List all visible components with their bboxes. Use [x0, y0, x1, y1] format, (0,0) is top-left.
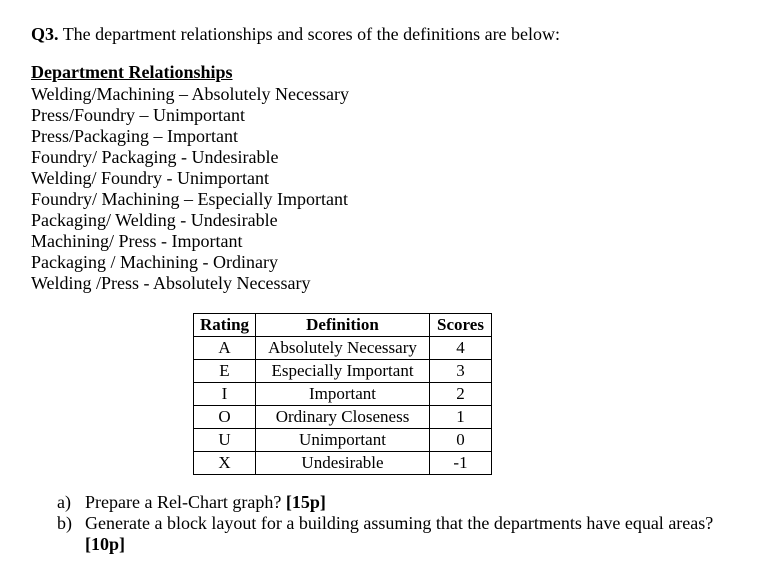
relationship-item: Welding /Press - Absolutely Necessary — [31, 273, 311, 293]
rating-cell: E — [194, 360, 256, 383]
question-title — [31, 22, 560, 46]
score-cell: 0 — [430, 429, 492, 452]
table-row — [194, 383, 492, 406]
table-row — [194, 406, 492, 429]
table-row — [194, 429, 492, 452]
definition-cell: Undesirable — [256, 452, 430, 475]
rating-cell: I — [194, 383, 256, 406]
table-row — [194, 452, 492, 475]
rating-cell: A — [194, 337, 256, 360]
rating-cell: O — [194, 406, 256, 429]
task-points: [15p] — [285, 492, 326, 512]
task-text: Generate a block layout for a building assuming that the departments have equal areas? — [85, 513, 714, 533]
relationships-list — [31, 84, 349, 294]
rating-cell: U — [194, 429, 256, 452]
task-text: Prepare a Rel-Chart graph? — [85, 492, 286, 512]
header-definition: Definition — [256, 314, 430, 337]
task-points: [10p] — [85, 534, 125, 554]
relationship-item: Packaging/ Welding - Undesirable — [31, 210, 278, 230]
definition-cell: Unimportant — [256, 429, 430, 452]
score-cell: 1 — [430, 406, 492, 429]
rating-cell: X — [194, 452, 256, 475]
relationship-item: Press/Packaging – Important — [31, 126, 238, 146]
relationship-item: Welding/ Foundry - Unimportant — [31, 168, 270, 188]
relationship-item: Press/Foundry – Unimportant — [31, 105, 245, 125]
header-rating: Rating — [194, 314, 256, 337]
table-row — [194, 337, 492, 360]
relationship-item: Machining/ Press - Important — [31, 231, 243, 251]
ratings-table — [193, 313, 492, 475]
header-scores: Scores — [430, 314, 492, 337]
task-item — [57, 492, 725, 513]
table-row — [194, 360, 492, 383]
definition-cell: Important — [256, 383, 430, 406]
relationship-item: Packaging / Machining - Ordinary — [31, 252, 278, 272]
definition-cell: Ordinary Closeness — [256, 406, 430, 429]
relationships-heading: Department Relationships — [31, 62, 233, 82]
definition-cell: Especially Important — [256, 360, 430, 383]
definition-cell: Absolutely Necessary — [256, 337, 430, 360]
question-number: Q3. — [31, 24, 59, 44]
question-text: The department relationships and scores of the definitions are below: — [58, 24, 561, 44]
task-label: a) — [57, 492, 71, 512]
relationship-item: Foundry/ Machining – Especially Important — [31, 189, 348, 209]
relationship-item: Welding/Machining – Absolutely Necessary — [31, 84, 349, 104]
task-label: b) — [57, 513, 72, 533]
score-cell: 2 — [430, 383, 492, 406]
score-cell: 3 — [430, 360, 492, 383]
task-list — [57, 492, 725, 555]
score-cell: 4 — [430, 337, 492, 360]
relationship-item: Foundry/ Packaging - Undesirable — [31, 147, 279, 167]
task-item — [57, 513, 725, 555]
table-header-row — [194, 314, 492, 337]
score-cell: -1 — [430, 452, 492, 475]
